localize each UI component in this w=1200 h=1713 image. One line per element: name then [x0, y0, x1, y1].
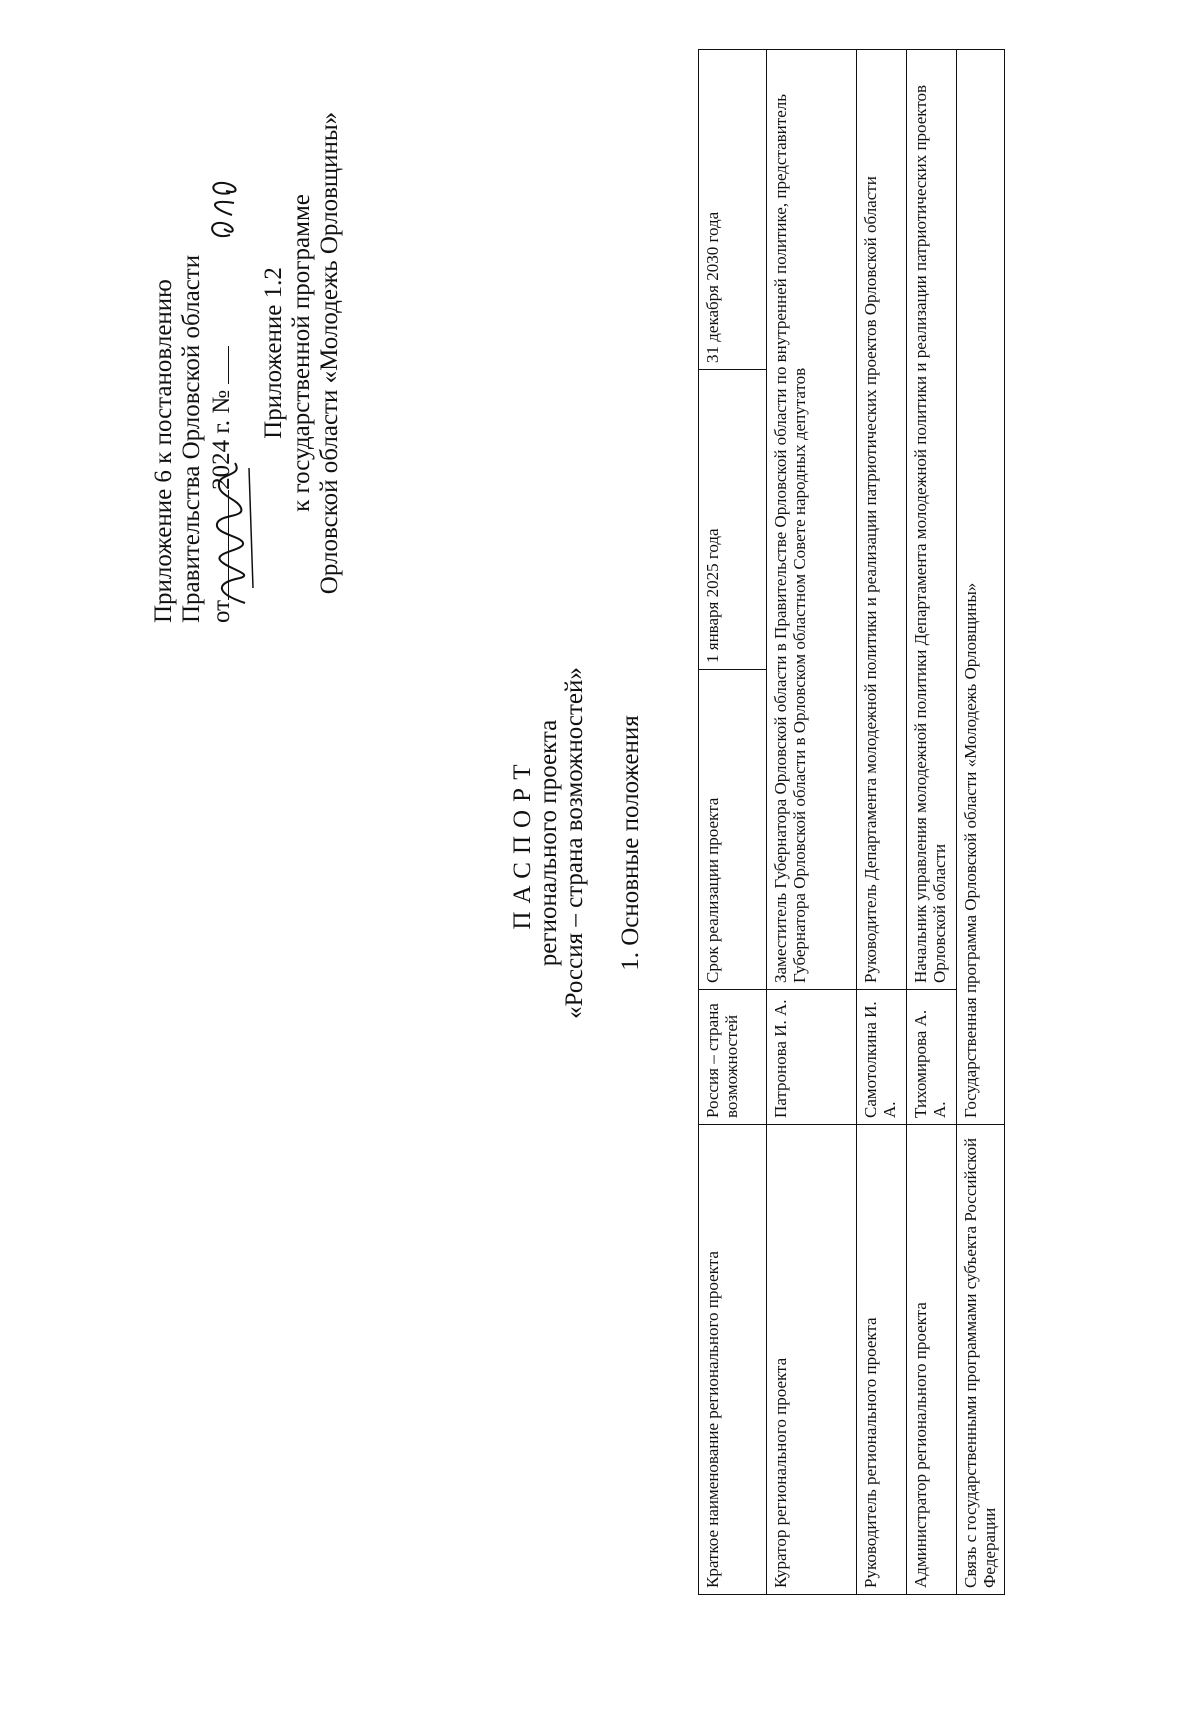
header-line-1: Приложение 6 к постановлению	[150, 279, 177, 623]
table-row	[767, 50, 857, 1595]
section-heading: 1. Основные положения	[617, 715, 644, 971]
table-row	[907, 50, 957, 1595]
table-cell-name: Тихомирова А. А.	[907, 990, 957, 1125]
table-cell-name: Самотолкина И. А.	[857, 990, 907, 1125]
table-cell-label: Куратор регионального проекта	[767, 1125, 857, 1595]
table-cell-end-date: 31 декабря 2030 года	[699, 50, 767, 370]
title-project-name: «Россия – страна возможностей»	[561, 667, 588, 1019]
header-line-3: от2024 г. №	[206, 83, 236, 623]
table-cell-term-label: Срок реализации проекта	[699, 670, 767, 990]
document-title	[510, 543, 644, 1143]
table-cell-position: Начальник управления молодежной политики Департамента молодежной политики и реализации патриотических проектов Орловской области	[907, 50, 957, 990]
table-cell-start-date: 1 января 2025 года	[699, 370, 767, 670]
handwritten-number-icon	[200, 173, 248, 243]
table-cell-position: Руководитель Департамента молодежной политики и реализации патриотических проектов Орловской области	[857, 50, 907, 990]
handwritten-date-icon	[205, 458, 260, 608]
table-cell-label: Администратор регионального проекта	[907, 1125, 957, 1595]
number-signature-field	[206, 346, 229, 384]
header-line-2: Правительства Орловской области	[178, 254, 205, 623]
annex-line-3: Орловской области «Молодежь Орловщины»	[316, 111, 343, 595]
table-cell-project-name: Россия – страна возможностей	[699, 990, 767, 1125]
table-cell-program: Государственная программа Орловской области «Молодежь Орловщины»	[957, 50, 1005, 1125]
table-row	[699, 50, 767, 1595]
table-cell-label: Краткое наименование регионального проекта	[699, 1125, 767, 1595]
table-cell-label: Руководитель регионального проекта	[857, 1125, 907, 1595]
passport-table	[698, 49, 1005, 1595]
title-subtitle: регионального проекта	[535, 719, 562, 967]
table-cell-name: Патронова И. А.	[767, 990, 857, 1125]
annex-title: Приложение 1.2	[260, 267, 287, 439]
table-row	[957, 50, 1005, 1595]
annex-line-2: к государственной программе	[288, 194, 315, 512]
table-cell-position: Заместитель Губернатора Орловской области в Правительстве Орловской области по внутренней политике, представитель Губернатора Орловской области в Орловском областном Совете народных депутатов	[767, 50, 857, 990]
table-cell-label: Связь с государственными программами субъекта Российской Федерации	[957, 1125, 1005, 1595]
table-row	[857, 50, 907, 1595]
title-passport: ПАСПОРТ	[509, 756, 536, 930]
